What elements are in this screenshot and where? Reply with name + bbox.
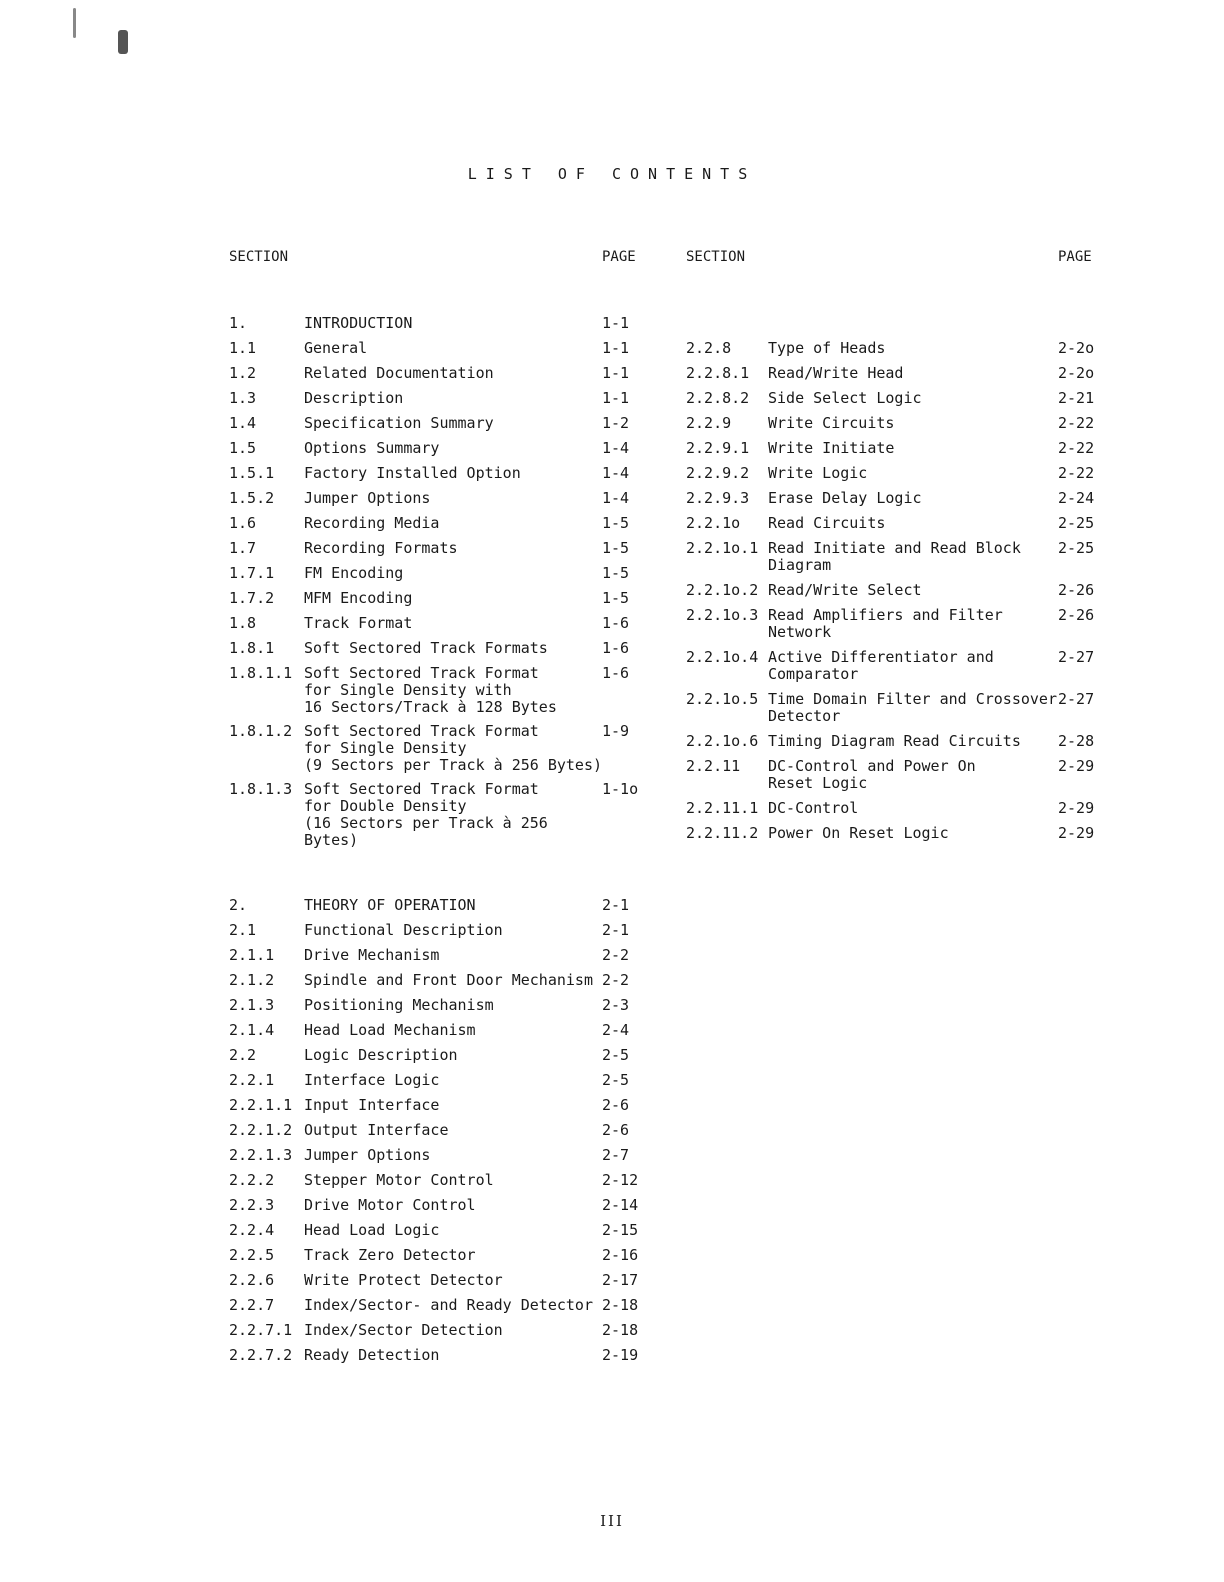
toc-entry xyxy=(686,758,1094,792)
toc-entry-title: Write Initiate xyxy=(768,439,895,457)
toc-entry xyxy=(229,540,638,557)
scan-speck xyxy=(118,30,128,54)
toc-entry-number: 2.2.1o.5 xyxy=(686,690,759,708)
toc-entry-title: DC-Control xyxy=(768,799,859,817)
toc-entry xyxy=(229,640,638,657)
toc-entry-title: Recording Media xyxy=(304,514,440,532)
toc-entry xyxy=(229,1297,638,1314)
toc-entry-page: 1-5 xyxy=(602,514,630,532)
toc-entry-page: 2-5 xyxy=(602,1046,630,1064)
toc-entry xyxy=(686,340,1094,357)
toc-entry-number: 2.2.1 xyxy=(229,1071,275,1089)
toc-entry-title: Spindle and Front Door Mechanism xyxy=(304,971,593,989)
toc-entry-title: Jumper Options xyxy=(304,1146,431,1164)
toc-entry-page: 2-5 xyxy=(602,1071,630,1089)
toc-entry-number: 2.2.11.1 xyxy=(686,799,759,817)
toc-entry-title: Stepper Motor Control xyxy=(304,1171,494,1189)
toc-entry-page: 1-6 xyxy=(602,614,630,632)
toc-entry-title: Drive Mechanism xyxy=(304,946,440,964)
toc-entry xyxy=(229,972,638,989)
toc-entry-number: 2.1.4 xyxy=(229,1021,275,1039)
toc-entry-title: Specification Summary xyxy=(304,414,494,432)
toc-entry-number: 2.1.2 xyxy=(229,971,275,989)
toc-entry-number: 2.2.1.3 xyxy=(229,1146,293,1164)
toc-entry-number: 2.2.8 xyxy=(686,339,732,357)
toc-entry-page: 1-1o xyxy=(602,780,639,798)
toc-entry xyxy=(686,515,1094,532)
toc-entry xyxy=(229,723,638,774)
toc-entry-page: 2-4 xyxy=(602,1021,630,1039)
toc-entry xyxy=(686,733,1094,750)
toc-entry-title: Soft Sectored Track Format for Single Density with 16 Sectors/Track à 128 Bytes xyxy=(304,664,557,716)
toc-entry-page: 1-5 xyxy=(602,539,630,557)
toc-entry-page: 2-15 xyxy=(602,1221,639,1239)
toc-entry-title: Index/Sector Detection xyxy=(304,1321,503,1339)
toc-entry-number: 2.2.1o.2 xyxy=(686,581,759,599)
toc-entry xyxy=(686,607,1094,641)
toc-entry-page: 1-1 xyxy=(602,314,630,332)
toc-group-theory-of-operation xyxy=(229,897,638,1372)
toc-entry-page: 2-22 xyxy=(1058,464,1095,482)
toc-entry xyxy=(229,1022,638,1039)
toc-entry-number: 1.1 xyxy=(229,339,257,357)
toc-entry xyxy=(229,440,638,457)
toc-entry-title: INTRODUCTION xyxy=(304,314,413,332)
toc-entry-title: Write Circuits xyxy=(768,414,895,432)
toc-entry-page: 2-18 xyxy=(602,1296,639,1314)
toc-entry-page: 2-1 xyxy=(602,896,630,914)
toc-entry-page: 2-22 xyxy=(1058,414,1095,432)
toc-entry xyxy=(229,515,638,532)
toc-entry-page: 2-27 xyxy=(1058,690,1095,708)
toc-entry-title: Interface Logic xyxy=(304,1071,440,1089)
toc-entry-page: 2-19 xyxy=(602,1346,639,1364)
toc-entry-title: Input Interface xyxy=(304,1096,440,1114)
toc-entry-page: 2-7 xyxy=(602,1146,630,1164)
toc-entry xyxy=(229,365,638,382)
toc-entry-title: MFM Encoding xyxy=(304,589,413,607)
toc-entry-page: 2-17 xyxy=(602,1271,639,1289)
toc-entry xyxy=(686,490,1094,507)
toc-group-introduction xyxy=(229,315,638,856)
toc-entry-number: 1.5.2 xyxy=(229,489,275,507)
toc-entry-title: Read Initiate and Read Block Diagram xyxy=(768,539,1021,574)
toc-entry-title: Write Logic xyxy=(768,464,868,482)
toc-entry-page: 2-28 xyxy=(1058,732,1095,750)
toc-entry-page: 2-14 xyxy=(602,1196,639,1214)
toc-entry-title: Read/Write Select xyxy=(768,581,922,599)
toc-entry xyxy=(229,1097,638,1114)
toc-entry-title: DC-Control and Power On Reset Logic xyxy=(768,757,976,792)
toc-entry-number: 2.1.3 xyxy=(229,996,275,1014)
toc-entry-page: 1-4 xyxy=(602,439,630,457)
toc-entry-number: 2.2.1.2 xyxy=(229,1121,293,1139)
toc-entry-number: 2.2.3 xyxy=(229,1196,275,1214)
toc-entry-title: Power On Reset Logic xyxy=(768,824,949,842)
toc-entry-title: Active Differentiator and Comparator xyxy=(768,648,994,683)
page-title: LIST OF CONTENTS xyxy=(467,165,757,183)
toc-group-continued xyxy=(686,340,1094,850)
toc-entry-number: 2.2 xyxy=(229,1046,257,1064)
toc-entry-number: 2.2.9 xyxy=(686,414,732,432)
toc-entry-title: Positioning Mechanism xyxy=(304,996,494,1014)
toc-entry-title: Jumper Options xyxy=(304,489,431,507)
toc-entry-title: Soft Sectored Track Format for Double Density (16 Sectors per Track à 256 Bytes) xyxy=(304,780,548,849)
toc-entry xyxy=(229,590,638,607)
toc-entry xyxy=(686,582,1094,599)
toc-entry-number: 2.2.7.1 xyxy=(229,1321,293,1339)
toc-entry-page: 2-2o xyxy=(1058,364,1095,382)
toc-entry xyxy=(686,365,1094,382)
toc-entry xyxy=(686,465,1094,482)
toc-entry xyxy=(229,1247,638,1264)
toc-entry-title: Timing Diagram Read Circuits xyxy=(768,732,1021,750)
toc-entry-page: 2-26 xyxy=(1058,581,1095,599)
toc-entry xyxy=(686,825,1094,842)
toc-entry-page: 1-1 xyxy=(602,339,630,357)
toc-entry xyxy=(229,665,638,716)
toc-entry-number: 2.2.1.1 xyxy=(229,1096,293,1114)
toc-entry-title: Drive Motor Control xyxy=(304,1196,476,1214)
toc-entry xyxy=(686,800,1094,817)
toc-entry-title: Read/Write Head xyxy=(768,364,904,382)
toc-entry xyxy=(229,897,638,914)
toc-entry xyxy=(686,390,1094,407)
toc-entry-title: Track Format xyxy=(304,614,413,632)
toc-entry-number: 1.6 xyxy=(229,514,257,532)
toc-entry-title: Soft Sectored Track Formats xyxy=(304,639,548,657)
toc-entry xyxy=(229,1072,638,1089)
toc-entry-page: 2-6 xyxy=(602,1096,630,1114)
toc-entry-number: 2.2.8.2 xyxy=(686,389,750,407)
toc-entry xyxy=(686,649,1094,683)
toc-entry-page: 2-6 xyxy=(602,1121,630,1139)
toc-entry-page: 2-29 xyxy=(1058,799,1095,817)
toc-entry-page: 1-2 xyxy=(602,414,630,432)
toc-entry xyxy=(229,340,638,357)
toc-entry-page: 2-2 xyxy=(602,971,630,989)
toc-entry-number: 1.5 xyxy=(229,439,257,457)
toc-entry-page: 2-25 xyxy=(1058,514,1095,532)
toc-entry-page: 2-21 xyxy=(1058,389,1095,407)
toc-entry-page: 2-22 xyxy=(1058,439,1095,457)
toc-entry xyxy=(229,1222,638,1239)
toc-entry-number: 2.2.9.1 xyxy=(686,439,750,457)
toc-entry-number: 2.2.6 xyxy=(229,1271,275,1289)
toc-entry-number: 2.2.1o.4 xyxy=(686,648,759,666)
toc-entry-number: 1.7 xyxy=(229,539,257,557)
toc-entry-page: 2-16 xyxy=(602,1246,639,1264)
toc-entry-page: 1-9 xyxy=(602,722,630,740)
toc-entry-title: Ready Detection xyxy=(304,1346,440,1364)
toc-entry-title: Write Protect Detector xyxy=(304,1271,503,1289)
toc-entry-number: 2.2.7.2 xyxy=(229,1346,293,1364)
toc-entry xyxy=(229,1197,638,1214)
page-header-right: PAGE xyxy=(1058,249,1092,265)
toc-entry-number: 1.3 xyxy=(229,389,257,407)
page-number: III xyxy=(600,1512,624,1530)
toc-entry-title: Index/Sector- and Ready Detector xyxy=(304,1296,593,1314)
toc-entry-title: Head Load Logic xyxy=(304,1221,440,1239)
toc-entry-page: 1-6 xyxy=(602,639,630,657)
toc-entry-title: Soft Sectored Track Format for Single Density (9 Sectors per Track à 256 Bytes) xyxy=(304,722,603,774)
toc-entry-number: 1. xyxy=(229,314,248,332)
toc-entry xyxy=(229,1272,638,1289)
toc-entry-page: 1-1 xyxy=(602,389,630,407)
toc-entry xyxy=(229,390,638,407)
toc-entry-title: Logic Description xyxy=(304,1046,458,1064)
toc-entry xyxy=(229,1147,638,1164)
toc-entry-number: 1.7.2 xyxy=(229,589,275,607)
toc-entry-number: 2.2.9.3 xyxy=(686,489,750,507)
toc-entry-number: 1.8.1.3 xyxy=(229,780,293,798)
toc-entry-number: 1.4 xyxy=(229,414,257,432)
section-header-left: SECTION xyxy=(229,249,289,265)
toc-entry-page: 1-6 xyxy=(602,664,630,682)
toc-entry-title: General xyxy=(304,339,368,357)
toc-entry-page: 2-25 xyxy=(1058,539,1095,557)
toc-entry-title: Functional Description xyxy=(304,921,503,939)
toc-entry xyxy=(229,1322,638,1339)
toc-entry xyxy=(229,1047,638,1064)
toc-entry xyxy=(229,490,638,507)
toc-entry-title: Track Zero Detector xyxy=(304,1246,476,1264)
toc-entry-page: 2-2 xyxy=(602,946,630,964)
toc-entry xyxy=(686,691,1094,725)
toc-entry xyxy=(229,565,638,582)
toc-entry-number: 2.2.8.1 xyxy=(686,364,750,382)
toc-entry xyxy=(229,781,638,849)
toc-entry-number: 2.2.5 xyxy=(229,1246,275,1264)
toc-entry-page: 2-1 xyxy=(602,921,630,939)
toc-entry-number: 2.2.1o xyxy=(686,514,741,532)
toc-entry xyxy=(229,997,638,1014)
toc-entry xyxy=(229,465,638,482)
toc-entry-page: 2-26 xyxy=(1058,606,1095,624)
toc-entry-page: 2-29 xyxy=(1058,757,1095,775)
toc-entry xyxy=(229,947,638,964)
toc-entry-number: 1.8.1.1 xyxy=(229,664,293,682)
toc-entry-number: 1.2 xyxy=(229,364,257,382)
toc-entry xyxy=(229,1347,638,1364)
toc-entry-number: 2.1 xyxy=(229,921,257,939)
toc-entry xyxy=(229,415,638,432)
toc-entry-title: Recording Formats xyxy=(304,539,458,557)
toc-entry xyxy=(229,922,638,939)
scan-speck xyxy=(73,8,76,38)
toc-entry-page: 2-24 xyxy=(1058,489,1095,507)
toc-entry-page: 1-4 xyxy=(602,489,630,507)
toc-entry-number: 1.8.1.2 xyxy=(229,722,293,740)
toc-entry xyxy=(229,1122,638,1139)
toc-entry-title: Erase Delay Logic xyxy=(768,489,922,507)
toc-entry-number: 1.8.1 xyxy=(229,639,275,657)
toc-entry-number: 1.5.1 xyxy=(229,464,275,482)
toc-entry-number: 2.2.4 xyxy=(229,1221,275,1239)
toc-entry-number: 2.2.9.2 xyxy=(686,464,750,482)
toc-entry-title: Related Documentation xyxy=(304,364,494,382)
toc-entry-page: 2-12 xyxy=(602,1171,639,1189)
toc-entry-number: 2. xyxy=(229,896,248,914)
toc-entry-title: Time Domain Filter and Crossover Detector xyxy=(768,690,1057,725)
toc-entry-number: 1.7.1 xyxy=(229,564,275,582)
toc-entry-page: 1-5 xyxy=(602,589,630,607)
toc-entry-number: 2.2.1o.1 xyxy=(686,539,759,557)
toc-entry-title: Options Summary xyxy=(304,439,440,457)
toc-entry-page: 2-18 xyxy=(602,1321,639,1339)
toc-entry-page: 2-27 xyxy=(1058,648,1095,666)
toc-entry-page: 1-1 xyxy=(602,364,630,382)
toc-entry-title: Read Circuits xyxy=(768,514,886,532)
toc-entry-title: Output Interface xyxy=(304,1121,449,1139)
toc-entry xyxy=(229,315,638,332)
toc-entry xyxy=(229,1172,638,1189)
toc-entry-number: 2.2.1o.6 xyxy=(686,732,759,750)
page-header-left: PAGE xyxy=(602,249,636,265)
toc-entry-number: 2.2.11.2 xyxy=(686,824,759,842)
toc-entry-number: 1.8 xyxy=(229,614,257,632)
toc-entry-number: 2.2.7 xyxy=(229,1296,275,1314)
toc-entry-page: 1-5 xyxy=(602,564,630,582)
toc-entry-title: FM Encoding xyxy=(304,564,404,582)
toc-entry xyxy=(686,415,1094,432)
toc-entry-page: 1-4 xyxy=(602,464,630,482)
toc-entry-title: Description xyxy=(304,389,404,407)
toc-entry xyxy=(686,540,1094,574)
toc-entry-number: 2.2.2 xyxy=(229,1171,275,1189)
toc-entry-title: Factory Installed Option xyxy=(304,464,521,482)
toc-entry-title: Read Amplifiers and Filter Network xyxy=(768,606,1003,641)
toc-entry-page: 2-29 xyxy=(1058,824,1095,842)
toc-entry-number: 2.1.1 xyxy=(229,946,275,964)
toc-entry-page: 2-3 xyxy=(602,996,630,1014)
toc-entry-page: 2-2o xyxy=(1058,339,1095,357)
section-header-right: SECTION xyxy=(686,249,746,265)
toc-entry-title: Side Select Logic xyxy=(768,389,922,407)
toc-entry-title: Type of Heads xyxy=(768,339,886,357)
toc-entry xyxy=(229,615,638,632)
toc-entry-number: 2.2.1o.3 xyxy=(686,606,759,624)
toc-entry-title: THEORY OF OPERATION xyxy=(304,896,476,914)
toc-entry xyxy=(686,440,1094,457)
toc-entry-number: 2.2.11 xyxy=(686,757,741,775)
toc-entry-title: Head Load Mechanism xyxy=(304,1021,476,1039)
